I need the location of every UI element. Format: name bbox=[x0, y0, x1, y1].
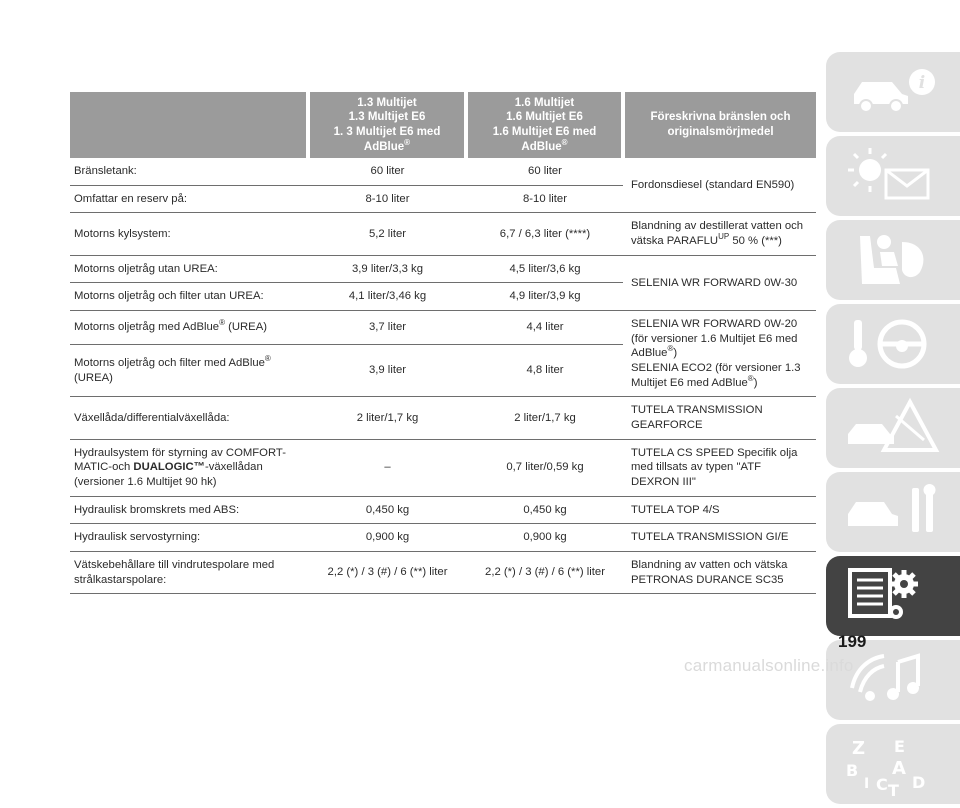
table-row bbox=[70, 311, 816, 345]
row-label: Hydraulsystem för styrning av COMFORT-MATIC-och DUALOGIC™-växellådan (versioner 1.6 Multijet 90 hk) bbox=[70, 439, 308, 496]
row-value-13: 3,7 liter bbox=[308, 311, 466, 345]
index-letter-a: A bbox=[892, 758, 906, 779]
row-value-16: 0,450 kg bbox=[466, 496, 623, 524]
tab-index[interactable] bbox=[826, 724, 960, 804]
index-letter-b: B bbox=[846, 761, 859, 780]
row-label: Motorns oljetråg utan UREA: bbox=[70, 255, 308, 283]
seat-airbag-icon bbox=[840, 228, 950, 292]
row-label: Motorns oljetråg och filter med AdBlue® (UREA) bbox=[70, 345, 308, 397]
table-row bbox=[70, 255, 816, 283]
row-value-16: 6,7 / 6,3 liter (****) bbox=[466, 213, 623, 255]
index-letter-d: D bbox=[912, 773, 926, 792]
row-value-13: 2 liter/1,7 kg bbox=[308, 397, 466, 439]
index-letter-t: T bbox=[888, 781, 899, 796]
technical-data-gear-icon bbox=[840, 564, 950, 628]
row-label: Växellåda/differentialväxellåda: bbox=[70, 397, 308, 439]
warning-light-message-icon bbox=[840, 144, 950, 208]
row-fluid-desc: TUTELA TOP 4/S bbox=[623, 496, 816, 524]
index-letter-z: Z bbox=[852, 738, 866, 759]
table-row bbox=[70, 552, 816, 594]
specifications-table bbox=[70, 92, 816, 594]
row-value-16: 0,7 liter/0,59 kg bbox=[466, 439, 623, 496]
tab-multimedia[interactable] bbox=[826, 640, 960, 720]
row-value-13: 3,9 liter/3,3 kg bbox=[308, 255, 466, 283]
car-info-icon bbox=[840, 60, 950, 124]
row-fluid-desc: TUTELA TRANSMISSION GI/E bbox=[623, 524, 816, 552]
row-label: Motorns kylsystem: bbox=[70, 213, 308, 255]
index-letter-i: I bbox=[864, 776, 870, 792]
tab-safety[interactable] bbox=[826, 220, 960, 300]
tab-starting-driving[interactable] bbox=[826, 304, 960, 384]
row-fluid-desc: Blandning av destillerat vatten och vätska $PARAFLU^{UP}$ 50 % (***) bbox=[623, 213, 816, 255]
row-fluid-desc: SELENIA WR FORWARD 0W-30 bbox=[623, 255, 816, 310]
row-value-13: 8-10 liter bbox=[308, 185, 466, 213]
tab-knowing-the-car[interactable] bbox=[826, 52, 960, 132]
row-value-16: 60 liter bbox=[466, 158, 623, 185]
chapter-tabs bbox=[826, 52, 960, 808]
page-number: 199 bbox=[838, 632, 867, 651]
row-value-13: – bbox=[308, 439, 466, 496]
header-engine-13: 1.3 Multijet 1.3 Multijet E6 1. 3 Multijet E6 med AdBlue® bbox=[308, 92, 466, 158]
row-value-16: 4,8 liter bbox=[466, 345, 623, 397]
row-fluid-desc: Blandning av vatten och vätska PETRONAS DURANCE SC35 bbox=[623, 552, 816, 594]
row-label: Hydraulisk bromskrets med ABS: bbox=[70, 496, 308, 524]
index-letter-e: E bbox=[894, 737, 905, 756]
row-value-13: 3,9 liter bbox=[308, 345, 466, 397]
svg-text:i: i bbox=[918, 73, 926, 93]
header-engine-16: 1.6 Multijet 1.6 Multijet E6 1.6 Multijet E6 med AdBlue® bbox=[466, 92, 623, 158]
multimedia-note-icon bbox=[840, 648, 950, 712]
row-label: Motorns oljetråg med AdBlue® (UREA) bbox=[70, 311, 308, 345]
table-row bbox=[70, 213, 816, 255]
tab-emergency[interactable] bbox=[826, 388, 960, 468]
row-value-13: 60 liter bbox=[308, 158, 466, 185]
row-fluid-desc: TUTELA CS SPEED Specifik olja med tillsats av typen "ATF DEXRON III" bbox=[623, 439, 816, 496]
row-label: Omfattar en reserv på: bbox=[70, 185, 308, 213]
alphabet-index-icon bbox=[840, 732, 950, 796]
row-label: Vätskebehållare till vindrutespolare med strålkastarspolare: bbox=[70, 552, 308, 594]
watermark: carmanualsonline.info bbox=[684, 656, 854, 675]
row-value-16: 4,9 liter/3,9 kg bbox=[466, 283, 623, 311]
row-value-13: 4,1 liter/3,46 kg bbox=[308, 283, 466, 311]
row-fluid-desc: TUTELA TRANSMISSION GEARFORCE bbox=[623, 397, 816, 439]
row-value-13: 5,2 liter bbox=[308, 213, 466, 255]
table-row bbox=[70, 496, 816, 524]
row-label: Bränsletank: bbox=[70, 158, 308, 185]
car-tools-icon bbox=[840, 480, 950, 544]
key-steering-wheel-icon bbox=[840, 312, 950, 376]
row-value-16: 2 liter/1,7 kg bbox=[466, 397, 623, 439]
row-label: Hydraulisk servostyrning: bbox=[70, 524, 308, 552]
row-value-13: 0,900 kg bbox=[308, 524, 466, 552]
table-row bbox=[70, 397, 816, 439]
row-value-16: 4,4 liter bbox=[466, 311, 623, 345]
tab-dashboard-warnings[interactable] bbox=[826, 136, 960, 216]
table-header-row bbox=[70, 92, 816, 158]
tab-technical-data[interactable] bbox=[826, 556, 960, 636]
emergency-triangle-car-icon bbox=[840, 396, 950, 460]
row-fluid-desc: SELENIA WR FORWARD 0W-20 (för versioner 1.6 Multijet E6 med AdBlue®) SELENIA ECO2 (för versioner 1.3 Multijet E6 med AdBlue®) bbox=[623, 311, 816, 397]
row-value-16: 0,900 kg bbox=[466, 524, 623, 552]
table-row bbox=[70, 439, 816, 496]
header-fluids: Föreskrivna bränslen och originalsmörjmedel bbox=[623, 92, 816, 158]
table-row bbox=[70, 524, 816, 552]
tab-maintenance[interactable] bbox=[826, 472, 960, 552]
row-value-13: 2,2 (*) / 3 (#) / 6 (**) liter bbox=[308, 552, 466, 594]
row-value-16: 8-10 liter bbox=[466, 185, 623, 213]
row-value-16: 4,5 liter/3,6 kg bbox=[466, 255, 623, 283]
row-fluid-desc: Fordonsdiesel (standard EN590) bbox=[623, 158, 816, 213]
row-label: Motorns oljetråg och filter utan UREA: bbox=[70, 283, 308, 311]
header-blank bbox=[70, 92, 308, 158]
table-row bbox=[70, 158, 816, 185]
row-value-16: 2,2 (*) / 3 (#) / 6 (**) liter bbox=[466, 552, 623, 594]
index-letter-c: C bbox=[876, 775, 888, 794]
row-value-13: 0,450 kg bbox=[308, 496, 466, 524]
